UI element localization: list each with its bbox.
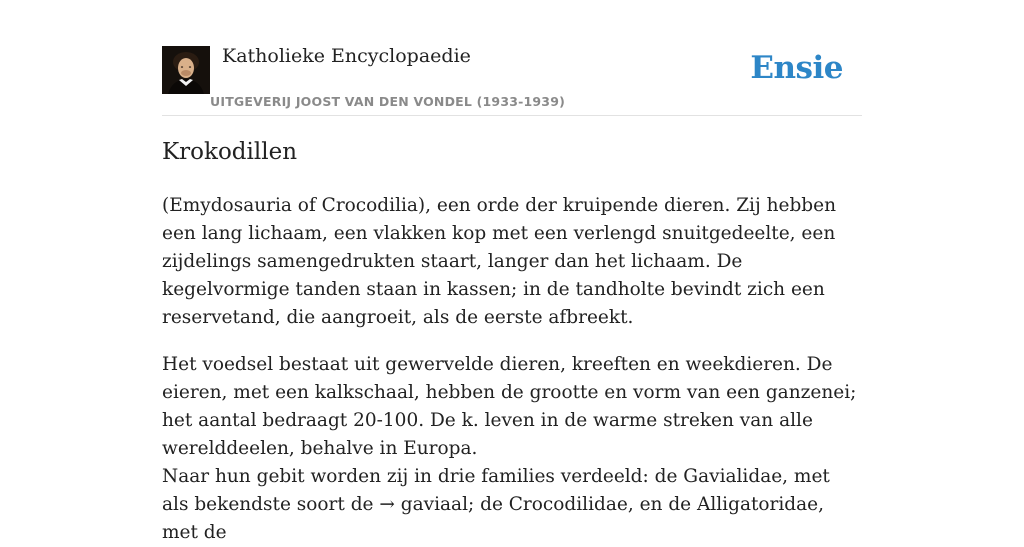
ensie-logo[interactable]: Ensie bbox=[750, 50, 843, 86]
portrait-icon bbox=[162, 46, 210, 94]
article-page bbox=[162, 0, 862, 543]
publication-name[interactable]: Katholieke Encyclopaedie bbox=[222, 45, 471, 67]
article-paragraph-1: (Emydosauria of Crocodilia), een orde der kruipende dieren. Zij hebben een lang lichaam, een vlakken kop met een verlengd snuitgedeelte, een zijdelings samengedrukten staart, langer dan het lichaam. De kegelvormige tanden staan in kassen; in de tandholte bevindt zich een reservetand, die aangroeit, als de eerste afbreekt. bbox=[162, 195, 837, 328]
publisher-label: UITGEVERIJ JOOST VAN DEN VONDEL (1933-1939) bbox=[210, 94, 566, 109]
site-header bbox=[162, 0, 862, 116]
article-title: Krokodillen bbox=[162, 139, 298, 165]
portrait-avatar-icon[interactable] bbox=[162, 46, 210, 94]
article-paragraph-2: Het voedsel bestaat uit gewervelde dieren, kreeften en weekdieren. De eieren, met een kalkschaal, hebben de grootte en vorm van een ganzenei; het aantal bedraagt 20-100. De k. leven in de warme streken van alle werelddeelen, behalve in Europa. bbox=[162, 354, 857, 459]
article-paragraph-3: Naar hun gebit worden zij in drie families verdeeld: de Gavialidae, met als bekendste soort de → gaviaal; de Crocodilidae, en de Alligatoridae, met de bbox=[162, 466, 830, 543]
